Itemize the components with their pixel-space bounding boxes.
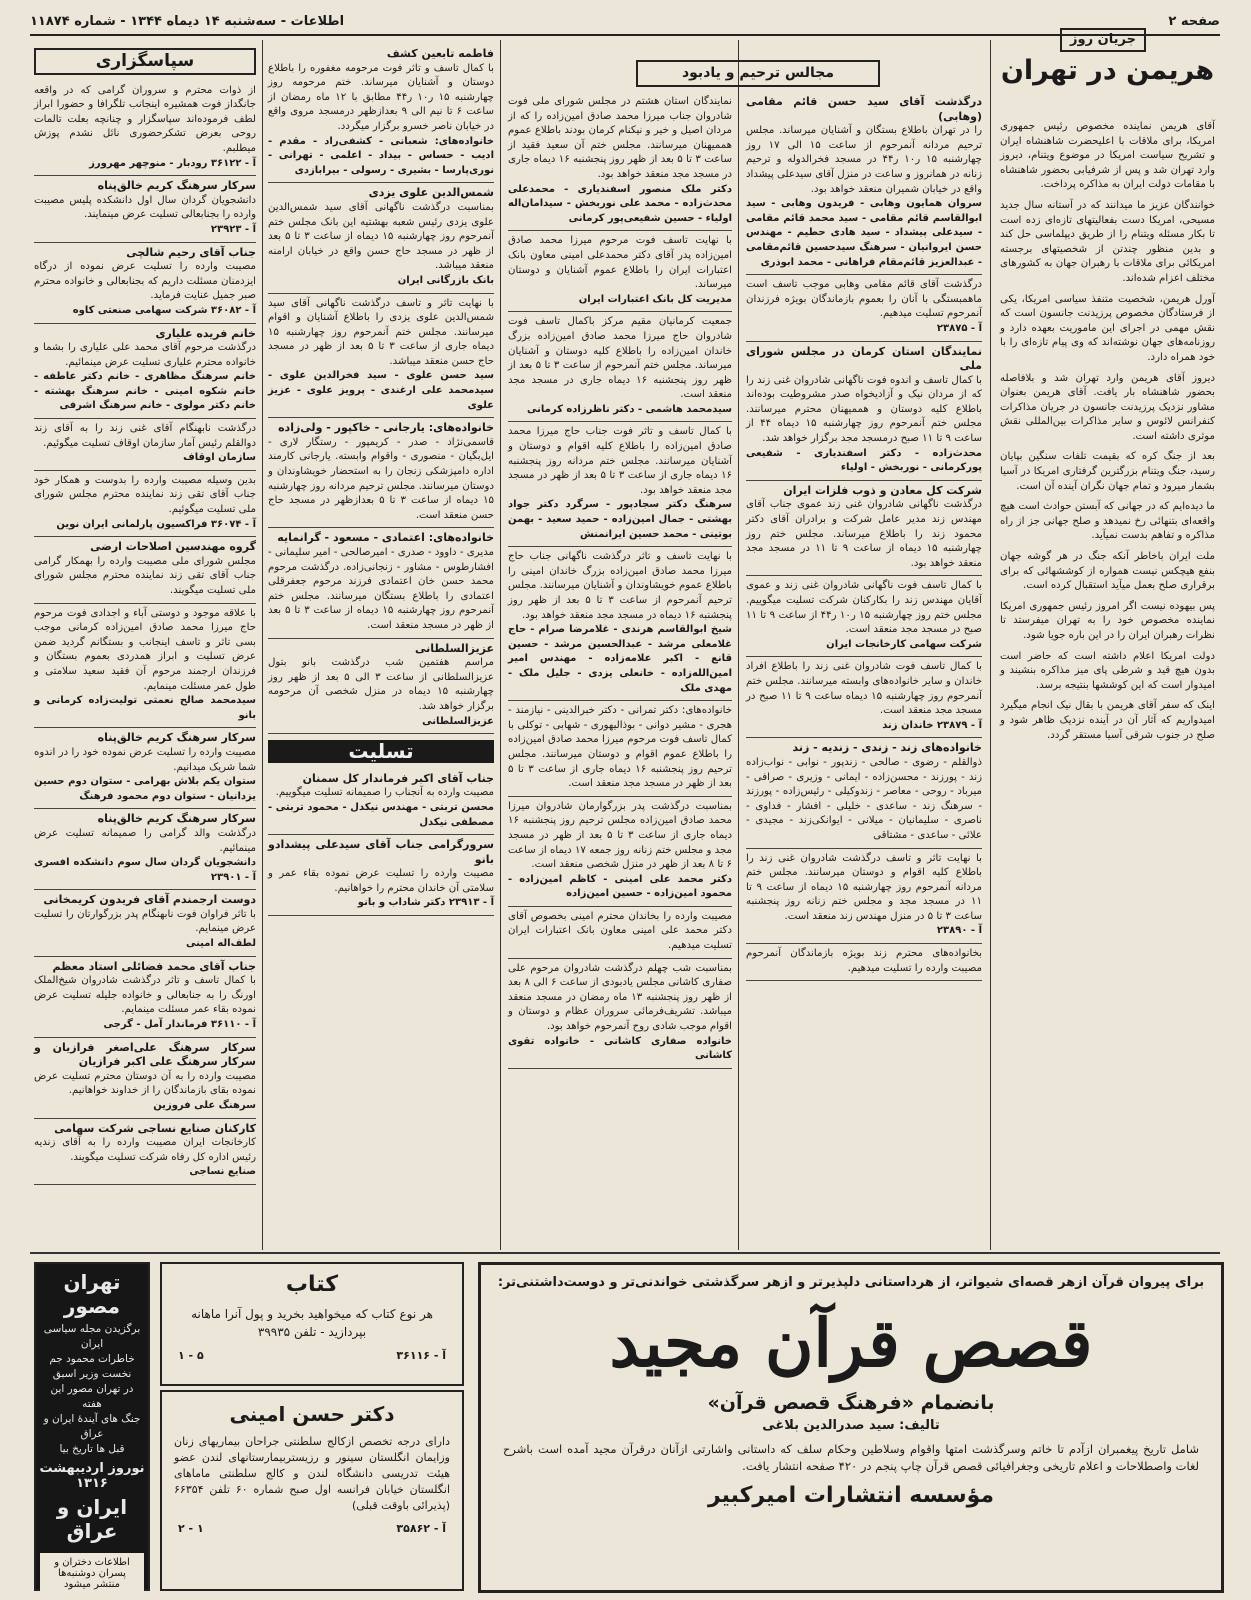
memorial2-notice [508,312,732,422]
thanks-notice-body: بدین وسیله مصیبت وارده را بدوست و همکار خود جناب آقای تقی زند نماینده محترم مجلس شورای ملی تسلیت میگوئیم. [34,474,256,516]
issue-info: اطلاعات - سه‌شنبه ۱۴ دیماه ۱۳۴۴ - شماره ۱۱۸۷۴ [30,13,345,29]
ad-magazine-line: جنگ های آیندهٔ ایران و عراق [43,1413,141,1440]
memorial2-notice-foot: سرهنگ دکتر سجادپور - سرگرد دکتر جواد بهشتی - جمال امین‌زاده - حمید سعید - بهمن بوتینی - محمد حسین ایرانمنش [508,499,732,540]
feature-paragraph: دیروز آقای هریمن وارد تهران شد و بلافاصله بحضور شاهنشاه بار یافت. آقای هریمن بعنوان مشاور نزدیک پرزیدنت جانسون در جریان مذاکرات کنفرانس لائوس و سایر مذاکرات بین‌المللی نقش موثری داشته است. [1000,372,1215,442]
feature-article [1000,120,1215,1245]
memorial2-notice [508,701,732,797]
memorial-notice-head: خانواده‌های زند - زندی - زندیه - زند [792,741,982,755]
quran-ad [478,1262,1224,1593]
thanks-notice [34,324,256,420]
feature-paragraph: بعد از جنگ کره که بقیمت تلفات سنگین بپایان رسید، جنگ ویتنام بزرگترین گرفتاری امریکا در آسیا بشمار میرود و تمام جهان نگران آینده آن است. [1000,451,1215,492]
condolence-notice-head: عزیزالسلطانی [414,641,494,655]
memorial-notice [746,481,982,577]
feature-paragraph: آقای هریمن نماینده مخصوص رئیس جمهوری امریکا، برای ملاقات با اعلیحضرت شاهنشاه ایران و تشریح سیاست امریکا در موضوع ویتنام، دیروز وارد تهران شد و پس از شرفیابی بحضور شاهنشاه با مقامات دولت ایران به مذاکره پرداخت. [1000,121,1215,191]
thanks-notice-body: با تاثر فراوان فوت نابهنگام پدر بزرگوارتان را تسلیت عرض مینمایم. [34,908,256,935]
feature-paragraph: ملت ایران باخاطر آنکه جنگ در هر گوشه جهان بنفع هیچکس نیست همواره از کوششهائی که برای برقراری صلح بعمل میآید استقبال کرده است. [1000,551,1215,592]
thanks-notice-foot: آ - ۳۶۰۸۲ شرکت سهامی صنعتی کاوه [72,304,256,316]
thanks-notice-body: با علاقه موجود و دوستی آباء و اجدادی فوت مرحوم حاج میرزا محمد صادق امین‌زاده کرمانی موجب بسی تاثر و تاسف اینجانب و بستگانم گردید ضمن عرض تسلیت و ابراز همدردی بعموم بستگان و فرزندان ارجمند مرحوم آن فقید سعید سلامتی و طول عمر مسئلت مینمایم. [34,607,256,692]
memorial-notice-body: را در تهران باطلاع بستگان و آشنایان میرساند. مجلس ترحیم مردانه آنمرحوم از ساعت ۱۵ الی ۱۷ روز چهارشنبه ۱۵ ر۱۰ ر۴۴ در مسجد فخرالدوله و ترحیم زنانه در همانروز و ساعت در منزل آقای سیدعلی پیشداد واقع در خیابان شمیران منعقد خواهد بود. [746,125,982,195]
memorial-notice-body: بخانواده‌های محترم زند بویژه بازماندگان آنمرحوم مصیبت وارده را تسلیت میدهیم. [746,948,982,974]
memorial-notice-body: با کمال تاسف فوت ناگهانی شادروان غنی زند و عموی آقایان مهندس زند را بکارکنان شرکت تسلیت میگوییم. مجلس ختم روز چهارشنبه ۱۵ ر۱۰ ر۴۴ از ساعت ۹ تا ۱۱ صبح در مسجد مجد منعقد است. [746,580,982,636]
taslit-notice-foot: آ - ۲۳۹۱۳ دکتر شاداب و بانو [357,897,494,909]
taslit-notice [268,769,494,835]
memorial2-notice-foot: شیخ ابوالقاسم هرندی - غلامرضا صرام - حاج غلامعلی مرشد - عبدالحسین مرشد - حسین قانع - اکبر علامه‌زاده - مهندس امیر امین‌الله‌زاده - خانعلی یزدی - جلیل ملک - مهدی ملک [508,624,732,694]
thanks-notice [34,957,256,1038]
memorial-notice-body: ذوالقلم - رضوی - صالحی - زندپور - نوابی - نواب‌زاده زند - پورزند - محسن‌زاده - ایمانی - وزیری - صرافی - میرباد - روحی - معاصر - زندوکیلی - رئیس‌زاده - پورزند - سرهنگ زند - ساعدی - خلیلی - افشار - فداوی - ناصری - سلیمانیان - میلانی - ایوانکی‌زند - مجیدی - علائی - ساعدی - مشتاقی [746,756,982,841]
memorial2-notice-body: بمناسبت شب چهلم درگذشت شادروان مرحوم علی صفاری کاشانی مجلس یادبودی از ساعت ۶ الی ۸ بعد از ظهر روز پنجشنبه ۱۳ ماه رمضان در مسجد منعقد میباشد. تشریف‌فرمائی سروران عظام و دوستان و اقوام موجب شادی روح آنمرحوم خواهد بود. [508,962,733,1033]
memorial-notice-head: شرکت کل معادن و ذوب فلزات ایران [783,483,982,497]
thanks-notice-foot: سرهنگ علی فروزین [153,1100,256,1111]
feature-paragraph: اینک که سفر آقای هریمن با بقال نیک انجام میگیرد امیدواریم که آثار آن در آینده نزدیک ظاهر شود و صلح در جنوب شرقی آسیا مستقر گردد. [1000,700,1215,741]
thanks-notice-body: مصیبت وارده را تسلیت عرض نموده از درگاه ایزدمنان مسئلت داریم که بجنابعالی و خانواده محترم صبر جمیل عنایت فرماید. [34,261,256,302]
ad-magazine-line: نخست وزیر اسبق [52,1368,132,1380]
memorial2-notice-body: با نهایت تاسف فوت مرحوم میرزا محمد صادق امین‌زاده پدر آقای دکتر محمدعلی امینی معاون بانک اعتبارات ایران را باطلاع عموم آشنایان و دوستان میرساند. [508,235,732,291]
thanks-column [34,44,256,1249]
memorial2-notice [508,907,732,959]
thanks-notice [34,243,256,324]
thanks-notice-head: جناب آقای رحیم شالچی [126,245,256,259]
ad-quran-publisher: مؤسسه انتشارات امیرکبیر [707,1483,995,1508]
feature-paragraph: پس بیهوده نیست اگر امروز رئیس جمهوری امریکا نماینده مخصوص خود را به تهران میفرستد تا نظرات رهبران ایران را در این باره جویا شود. [1000,600,1215,641]
memorial2-notice-body: با نهایت تاسف و تاثر درگذشت ناگهانی جناب حاج میرزا محمد صادق امین‌زاده بزرگ خاندان امینی را باطلاع عموم خویشاوندان و آشنایان میرسانند. مجلس ترحیم آنمرحوم از ساعت ۳ تا ۵ بعد از ظهر روز پنجشنبه ۱۶ دیماه در مسجد مجد منعقد خواهد بود. [508,551,732,621]
memorial-notice-foot: شرکت سهامی کارخانجات ایران [826,638,982,650]
condolence-notice-body: با نهایت تاثر و تاسف درگذشت ناگهانی آقای سید شمس‌الدین علوی یزدی را باطلاع آشنایان و اقوام میرسانند. مجلس ختم آنمرحوم روز چهارشنبه ۱۵ دیماه جاری از ساعت ۳ تا ۵ بعد از ظهر در مسجد حاج حسن منعقد میباشد. [268,297,495,367]
thanks-notice-head: کارکنان صنایع نساجی شرکت سهامی [54,1121,256,1135]
memorial-column-2 [508,92,732,1247]
ad-quran-author: تالیف: سید صدرالدین بلاغی [762,1418,940,1433]
thanks-notice-foot: آ - ۳۶۱۱۰ فرماندار آمل - گرجی [103,1019,256,1031]
thanks-notice-body: مصیبت وارده را به آن دوستان محترم تسلیت عرض نموده بقای بازماندگان را از خداوند خواهانیم. [34,1070,256,1097]
thanks-notice-head: جناب آقای محمد فضائلی استاد معظم [52,959,256,973]
feature-paragraph: ما دیده‌ایم که در جهانی که آبستن حوادث است هیچ واقعه‌ای بتنهائی رخ نمیدهد و صلح جهانی جز از راه مذاکره و تفاهم بدست نمیآید. [1000,501,1215,542]
thanks-notice [34,604,256,729]
taslit-notice-body: مصیبت وارده را تسلیت عرض نموده بقاء عمر و سلامتی آن خاندان محترم را خواهانیم. [268,868,494,894]
condolence-column [268,44,494,1249]
ad-magazine-headline: ایران و عراق [56,1495,128,1543]
tehran-mosavar-ad [34,1262,150,1591]
condolence-notice-body: با کمال تاسف و تاثر فوت مرحومه مغفوره را باطلاع دوستان و آشنایان میرساند. ختم مرحومه روز چهارشنبه ۱۵ ر۱۰ ر۴۴ مطابق با ۱۲ ماه رمضان از ساعت ۶ تا نیم الی ۹ بعدازظهر درمسجد مروی واقع در خیابان ناصر خسرو برگزار میگردد. [268,62,494,132]
memorial2-notice-foot: مدیریت کل بانک اعتبارات ایران [578,293,732,305]
condolence-notice [268,639,494,735]
ad-quran-title: قصص قرآن مجید [609,1304,1093,1382]
thanks-notice [34,471,256,537]
ad-doctor-name: دکتر حسن امینی [229,1402,395,1426]
condolence-notice-body: قاسمی‌نژاد - صدر - کریمپور - رستگار لاری - ایل‌بگیان - منصوری - واقوام وابسته. یارجانی کارمند اداره دامپزشکی زنجان را به استحضار خویشاوندان و دوستان میرسانند. مجلس ترحیم مردانه روز چهارشنبه ۱۵ دیماه از ساعت ۳ تا ۵ بعدازظهر در مسجد حاج حسن منعقد است. [268,436,495,521]
memorial-column [681,56,983,1246]
thanks-notice-foot: خانم سرهنگ مظاهری - خانم دکتر عاطفه - خانم شکوه امینی - خانم سرهنگ بهشته - خانم دکتر مولوی - خانم سرهنگ اشرفی [34,371,256,412]
memorial-notice-foot: محدث‌زاده - دکتر اسفندیاری - شفیعی پورکرمانی - نوربخش - اولیاء [746,447,982,474]
thanks-notice-body: دانشجویان گردان سال اول دانشکده پلیس مصیبت وارده را بجنابعالی تسلیت عرض مینمایند. [34,194,256,221]
condolence-notice-foot: بانک بازرگانی ایران [397,274,494,286]
memorial-notice-body: با کمال تاسف فوت شادروان غنی زند را باطلاع افراد خاندان و سایر خانواده‌های وابسته میرسانند. مجلس ختم آنمرحوم روز چهارشنبه ۱۵ دیماه ساعت ۹ تا ۱۱ صبح در مسجد مجد منعقد است. [746,661,983,717]
memorial2-notice [508,797,732,907]
condolence-notice-head: فاطمه تابعین کشف [386,47,494,60]
thanks-notice-foot: آ - ۳۶۱۲۲ رودبار - منوچهر مهرورز [89,157,256,169]
ad-magazine-line: قبل ها تاریخ بیا [59,1443,125,1455]
memorial2-notice [508,422,732,547]
thanks-notice-foot: سیدمحمد صالح نعمتی تولیت‌زاده کرمانی و بانو [34,695,256,721]
thanks-notice-head: سرکار سرهنگ کریم خالق‌پناه [97,731,256,745]
taslit-notice [268,835,494,916]
thanks-notice [34,890,256,956]
taslit-notice-head: سرورگرامی جناب آقای سیدعلی پیشدادو بانو [268,838,494,866]
memorial2-notice [508,547,732,701]
ad-doctor-index: ۱ - ۲ [178,1522,204,1535]
memorial2-notice-body: جمعیت کرمانیان مقیم مرکز باکمال تاسف فوت شادروان حاج میرزا محمد صادق امین‌زاده بزرگ خاندان امین‌زاده را باطلاع کلیه دوستان و آشنایان میرساند. مجلس ختم آنمرحوم از ساعت ۳ تا ۵ بعد از ظهر روز پنجشنبه ۱۶ دیماه جاری در مسجد مجد منعقد است. [508,316,732,401]
memorial2-notice-foot: خانواده صفاری کاشانی - خانواده تقوی کاشانی [508,1035,732,1062]
ad-magazine-title: تهران مصور [63,1270,121,1318]
taslit-notice-head: جناب آقای اکبر فرماندار کل سمنان [302,771,494,785]
memorial2-notice [508,959,732,1069]
feature-paragraph: آورل هریمن، شخصیت متنفذ سیاسی امریکا، یکی از فرستادگان مخصوص پرزیدنت جانسون است که نقش مهمی در اجرای این ماموریت بعهده دارد و روزنامه‌های جهان نوشته‌اند که وی پیام تازه‌ای را با خود همراه دارد. [1000,293,1215,363]
condolence-notice-body: مدیری - داوود - صدری - امیرصالحی - امیر سلیمانی - افشارطوس - مشاور - زنجانی‌زاده. درگذشت مرحوم محمد حسن خان اعتمادی فرزند مرحوم جعفرقلی اعتمادی را باطلاع بستگان میرسانند. مجلس ختم آنمرحوم روز چهارشنبه ۱۵ دیماه از ساعت ۳ تا ۵ بعد از ظهر در مسجد منعقد است. [268,547,494,631]
thanks-notice [34,176,256,242]
condolence-notice-head: خانواده‌های: اعتمادی - مسعود - گرانمایه [277,531,494,545]
feature-paragraph: دولت امریکا اعلام داشته است که حاضر است بدون هیچ قید و شرطی پای میز مذاکره بنشیند و امیدوار است که این کوششها بنتیجه برسد. [1000,650,1215,691]
memorial-notice [746,657,982,738]
ad-magazine-line: برگزیدن مجله سیاسی ایران [43,1323,141,1350]
condolence-notice-foot: خانواده‌های: شعبانی - کشفی‌راد - مقدم - ادیب - حساس - بیداد - اعلمی - تهرانی - نوری‌پارسا - بشیری - رسولی - بیرابازدی [268,135,494,176]
memorial2-notice-foot: دکتر ملک منصور اسفندیاری - محمدعلی محدث‌زاده - محمد علی نوربخش - سیدامان‌اله اولیاء - حسین شفیعی‌پور کرمانی [508,183,732,224]
thanks-notice [34,1119,256,1185]
memorial-notice [746,576,982,657]
memorial2-notice-body: بمناسبت درگذشت پدر بزرگوارمان شادروان میرزا محمد صادق امین‌زاده مجلس ترحیم روز پنجشنبه ۱۶ دیماه جاری از ساعت ۳ تا ۵ بعد از ظهر در مسجد مجد و مجلس ختم زنانه روز جمعه ۱۷ دیماه از ساعت ۶ تا ۸ بعد از ظهر در منزل شخصی منعقد است. [508,800,732,871]
ad-doctor-body: دارای درجه تخصص ازکالج سلطنتی جراحان بیماریهای زنان وزایمان انگلستان سینور و رزیستربیمارستانهای لندن عضو هیئت تدریسی دانشگاه لندن و کالج سلطنتی ماماهای انگلستان خیابان فرانسه اول صبح شماره ۶۰ تلفن ۶۶۳۵۴ (پذیرائی باوقت قبلی) [174,1435,450,1512]
memorial-notice-foot: آ - ۲۳۸۷۹ خاندان زند [882,719,982,731]
ad-ketab-title: کتاب [285,1272,339,1297]
ad-magazine-footer: اطلاعات دختران و پسران دوشنبه‌ها منتشر میشود [40,1553,144,1594]
memorial-notice-foot: آ - ۲۳۸۹۰ [936,925,982,937]
condolence-notice-foot: عزیزالسلطانی [422,715,494,727]
memorial-notice-head: نمایندگان استان کرمان در مجلس شورای ملی [746,344,982,373]
thanks-notice [34,809,256,890]
memorial-notice-head: درگذشت آقای سید حسن قائم مقامی (وهابی) [746,95,982,123]
condolence-notice-body: مراسم هفتمین شب درگذشت بانو بتول عزیزالسلطانی از ساعت ۳ الی ۵ بعد از ظهر روز چهارشنبه ۱۵ دیماه در منزل شخصی آن مرحومه برگزار خواهد شد. [268,657,494,712]
memorial2-notice-body: خانواده‌های: دکتر تمرانی - دکتر خبرالدینی - نیازمند - هجری - مشیر دوانی - بوذالیهوری - شهابی - توکلی با کمال تاسف فوت مرحوم میرزا محمد صادق امین‌زاده را باطلاع عموم اقوام و دوستان میرسانند. مجلس ترحیم روز پنجشنبه ۱۶ دیماه جاری از ساعت ۳ تا ۵ بعد از ظهر در مسجد مجد منعقد است. [508,705,732,790]
memorial2-notice [508,231,732,312]
column-label: جریان روز [1060,28,1146,52]
memorial2-notice-foot: دکتر محمد علی امینی - کاظم امین‌زاده - محمود امین‌زاده - حسین امین‌زاده [508,873,732,900]
ad-quran-desc: شامل تاریخ پیغمبران ازآدم تا خاتم وسرگذشت امتها واقوام وسلاطین وحکام سلف که داستانی واشارتی ازآنان درقرآن مجید آمده است باشرح لغات واصطلاحات و اعلام تاریخی وجغرافیائی قصص قرآن چاپ پنجم در ۴۲۰ صفحه انتشار یافت. [503,1442,1199,1473]
taslit-notice-body: مصیبت وارده به آنجناب را صمیمانه تسلیت میگوییم. [275,787,494,799]
condolence-notice [268,418,494,528]
ad-doctor-code: آ - ۳۵۸۶۲ [396,1522,446,1535]
doctor-ad [160,1390,464,1591]
thanks-notice [34,728,256,809]
memorial-notice [746,342,982,481]
memorial-heading: مجالس ترحیم و یادبود [636,60,880,87]
masthead [30,8,1220,36]
thanks-notice-body: درگذشت مرحوم آقای محمد علی علیاری را بشما و خانواده محترم علیاری تسلیت عرض مینمائیم. [34,342,256,368]
memorial-notice [746,849,982,945]
ad-magazine-date: نوروز اردیبهشت ۱۳۱۶ [39,1461,145,1491]
thanks-notice [34,81,256,177]
thanks-notice-foot: ستوان یکم بلاش بهرامی - ستوان دوم حسین یزدانیان - ستوان دوم محمود فرهنگ [34,776,256,802]
memorial-notice-body: با کمال تاسف و اندوه فوت ناگهانی شادروان غنی زند را که از مردان نیک و آزادیخواه صدر مشروطیت بوده‌اند باطلاع کلیه دوستان و هممیهنان محترم میرسانند. مجلس ختم آنمرحوم روز چهارشنبه ۱۵ دیماه ۴۴ از ساعت ۹ تا ۱۱ صبح درمسجد مجد برگزار خواهد شد. [746,374,982,445]
memorial2-notice [508,92,732,231]
feature-title: هریمن در تهران [1000,55,1215,86]
thanks-notice-head: دوست ارجمندم آقای فریدون کریمخانی [43,893,256,907]
condolence-notice-body: بمناسبت درگذشت ناگهانی آقای سید شمس‌الدین علوی یزدی رئیس شعبه بهشتیه این بانک مجلس ختم آنمرحوم روز چهارشنبه ۱۵ دیماه از ساعت ۳ تا ۵ بعد از ظهر در مسجد حاج حسن واقع در خیابان ارامنه منعقد میباشد. [268,201,494,272]
condolence-notice [268,183,494,293]
memorial-notice-body: با نهایت تاثر و تاسف درگذشت شادروان غنی زند را باطلاع کلیه اقوام و دوستان میرسانند. مجلس ختم مردانه آنمرحوم روز چهارشنبه ۱۵ دیماه از ساعت ۹ تا ۱۱ در مسجد مجد و مجلس ختم زنانه روز پنجشنبه ساعت ۳ تا ۵ در منزل مهندس زند منعقد است. [746,852,982,922]
ad-ketab-index: ۵ - ۱ [178,1349,204,1362]
thanks-notice-head: سرکار سرهنگ کریم خالق‌پناه [97,179,256,193]
ad-magazine-line: در تهران مصور این هفته [50,1383,134,1410]
taslit-notice-foot: محسن تربتی - مهندس نیکدل - محمود تربتی - مصطفی نیکدل [268,801,494,828]
thanks-notice-body: با کمال تاسف و تاثر درگذشت شادروان شیخ‌الملک اورنگ را به جنابعالی و خانواده جلیله تسلیت عرض نموده بقاء عمر مسئلت مینمایم. [34,975,256,1016]
memorial2-notice-body: نمایندگان استان هشتم در مجلس شورای ملی فوت شادروان جناب میرزا محمد صادق امین‌زاده را که از مردان اصیل و خیر و نیکنام کرمان بودند باطلاع عموم هممیهنان میرسانند. مجلس ختم آن سعید فقید از ساعت ۳ تا ۵ بعد از ظهر روز پنجشنبه ۱۶ دیماه جاری در مسجد مجد منعقد خواهد بود. [508,96,732,180]
condolence-notice-head: خانواده‌های: یارجانی - خاکپور - ولی‌زاده [278,421,494,435]
page-number: صفحه ۲ [1168,13,1220,29]
memorial-notice-body: درگذشت ناگهانی شادروان غنی زند عموی جناب آقای مهندس زند مدیر عامل شرکت و برادران آقای دکتر محمود زند را باطلاع میرساند. مجلس ختم روز چهارشنبه ۱۵ دیماه از ساعت ۹ تا ۱۱ در مسجد مجد منعقد خواهد بود. [746,499,982,569]
thanks-notice-body: درگذشت نابهنگام آقای غنی زند را به آقای زند دوالقلم رئیس آمار سازمان اوقاف تسلیت میگوئیم. [34,423,256,449]
thanks-notice-body: مجلس شورای ملی مصیبت وارده را بهمکار گرامی جناب آقای تقی زند نماینده محترم مجلس شورای ملی تسلیت میگویند. [34,555,256,596]
ad-ketab-body: هر نوع کتاب که میخواهید بخرید و پول آنرا ماهانه بپردازید - تلفن ۳۹۹۳۵ [191,1307,433,1339]
condolence-notice [268,528,494,638]
thanks-notice-body: مصیبت وارده را تسلیت عرض نموده خود را در اندوه شما شریک میدانیم. [34,746,256,773]
thanks-notice-body: از ذوات محترم و سروران گرامی که در واقعه جانگداز فوت همشیره اینجانب تلگرافا و حضورا ابراز لطف فرموده‌اند سپاسگزار و چنانچه بعلت تالمات روحی بعرض تشکرحضوری نائل نشدم پوزش میطلبم. [34,84,256,154]
ad-ketab-code: آ - ۳۶۱۱۶ [396,1349,446,1362]
memorial2-notice-body: با کمال تاسف و تاثر فوت جناب حاج میرزا محمد صادق امین‌زاده را باطلاع کلیه اقوام و دوستان و آشنایان میرسانند. مجلس ختم مردانه روز پنجشنبه ۱۶ دیماه جاری از ساعت ۳ تا ۵ بعد از ظهر در مسجد مجد منعقد خواهد بود. [508,426,733,496]
thanks-notice-foot: آ - ۳۶۰۷۴ فراکسیون پارلمانی ایران نوین [56,518,256,530]
condolence-notice-head: شمس‌الدین علوی یزدی [368,186,494,200]
thanks-notice-head: گروه مهندسین اصلاحات ارضی [90,540,256,554]
thanks-notice-body: کارخانجات ایران مصیبت وارده را به آقای زندیه رئیس اداره کل رفاه شرکت تسلیت میگویند. [34,1137,256,1163]
ad-quran-top: برای پیروان قرآن ازهر قصه‌ای شیواتر، از هرداستانی دلپذیرتر و ازهر سرگذشتی خواندنی‌تر و دوست‌داشتنی‌تر: [497,1275,1205,1290]
thanks-notice-head: سرکار سرهنگ علی‌اصغر فرازیان و سرکار سرهنگ علی اکبر فرازیان [34,1040,256,1069]
thanks-notice-foot: آ - ۲۳۹۲۳ [210,223,256,235]
thanks-notice-head: خانم فریده علیاری [155,326,256,340]
memorial2-notice-foot: سیدمحمد هاشمی - دکتر ناظرزاده کرمانی [527,403,732,415]
ad-quran-subtitle: بانضمام «فرهنگ قصص قرآن» [707,1392,995,1414]
memorial-notice-foot: آ - ۲۳۸۷۵ [936,322,982,334]
thanks-notice-foot: صنایع نساجی [189,1166,256,1178]
thanks-notice-head: سرکار سرهنگ کریم خالق‌پناه [97,812,256,826]
thanks-notice [34,1038,256,1119]
feature-paragraph: خوانندگان عزیز ما میدانند که در آستانه سال جدید مسیحی، امریکا دست بفعالیتهای تازه‌ای زده است تا بکار مسئله ویتنام را از طریق دیپلماسی حل کند و بدین منظور چندتن از شخصیتهای برجسته امریکائی برای ملاقات با رهبران جهان به کشورهای مختلف اعزام شده‌اند. [1000,199,1215,284]
memorial-notice [746,92,982,275]
thanks-notice-body: درگذشت والد گرامی را صمیمانه تسلیت عرض مینمائیم. [34,827,256,854]
condolence-notice [268,44,494,183]
thanks-heading: سپاسگزاری [34,48,256,75]
memorial-notice-body: درگذشت آقای قائم مقامی وهابی موجب تاسف است ماهمبستگی با آنان را بعموم بازماندگان بویژه فرزندان آنمرحوم تسلیت میدهیم. [746,279,982,320]
memorial-notice [746,738,982,848]
thanks-notice-foot: لطف‌اله امینی [185,938,256,950]
memorial-notice [746,944,982,981]
memorial2-notice-body: مصیبت وارده را بخاندان محترم امینی بخصوص آقای دکتر محمد علی امینی معاون بانک اعتبارات ایران تسلیت میدهیم. [508,910,732,952]
condolence-notice [268,294,494,419]
taslit-heading: تسلیت [268,740,494,763]
ketab-ad [160,1262,464,1386]
condolence-notice-foot: سید حسن علوی - سید فخرالدین علوی - سیدمحمد علی ارغندی - پرویز علوی - عزیز علوی [268,370,494,411]
memorial-notice-foot: سروان همایون وهابی - فریدون وهابی - سید ابوالقاسم قائم مقامی - سید محمد قائم مقامی - سیدعلی پیشداد - سید هادی حطیم - مهندس حسن ایروانیان - سرهنگ سیدحسین قائم‌مقامی - عبدالعزیز قائم‌مقام فراهانی - محمد ابوذری [746,198,982,268]
ad-magazine-line: خاطرات محمود جم [49,1353,135,1365]
thanks-notice [34,419,256,471]
memorial-notice [746,275,982,341]
thanks-notice-foot: سازمان اوقاف [183,452,256,464]
thanks-notice-foot: دانشجویان گردان سال سوم دانشکده افسری آ - ۲۳۹۰۱ [34,857,256,883]
thanks-notice [34,537,256,603]
